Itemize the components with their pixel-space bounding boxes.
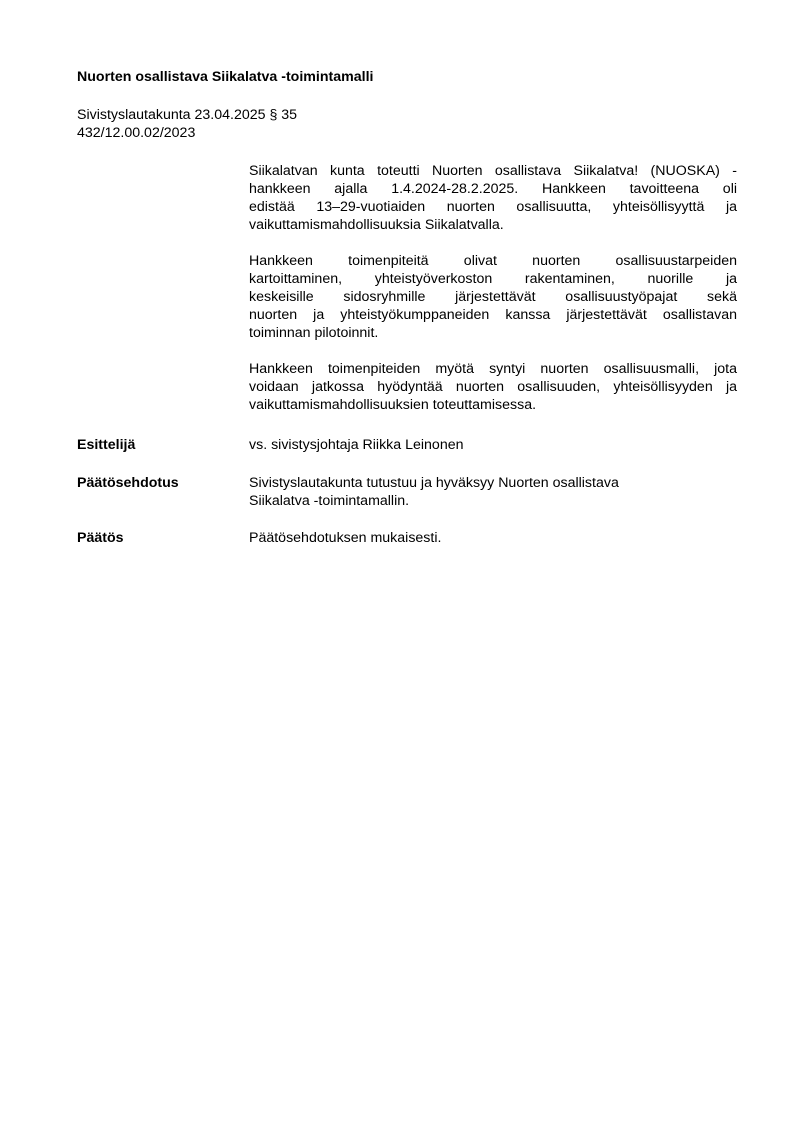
text-line: keskeisille sidosryhmille järjestettävät osallisuustyöpajat sekä <box>249 289 737 305</box>
paragraph-project-summary <box>249 162 737 234</box>
text-line: vaikuttamismahdollisuuksien toteuttamisessa. <box>249 397 537 413</box>
meeting-info <box>77 106 297 142</box>
proposal-value <box>249 474 669 510</box>
text-line: vaikuttamismahdollisuuksia Siikalatvalla. <box>249 217 504 233</box>
text-line: voidaan jatkossa hyödyntää nuorten osallisuuden, yhteisöllisyyden ja <box>249 379 737 395</box>
text-line: Siikalatvan kunta toteutti Nuorten osallistava Siikalatva! (NUOSKA) - <box>249 163 737 179</box>
presenter-label: Esittelijä <box>77 437 136 453</box>
decision-text: Päätösehdotuksen mukaisesti. <box>249 530 442 546</box>
text-line: toiminnan pilotoinnit. <box>249 325 379 341</box>
paragraph-project-outcome <box>249 360 737 414</box>
presenter-name: vs. sivistysjohtaja Riikka Leinonen <box>249 437 464 453</box>
proposal-label: Päätösehdotus <box>77 475 179 491</box>
proposal-text-line: Siikalatva -toimintamallin. <box>249 493 410 509</box>
decision-value <box>249 529 669 547</box>
record-number: 432/12.00.02/2023 <box>77 125 196 141</box>
proposal-text-line: Sivistyslautakunta tutustuu ja hyväksyy Nuorten osallistava <box>249 475 619 491</box>
text-line: Hankkeen toimenpiteitä olivat nuorten osallisuustarpeiden <box>249 253 737 269</box>
decision-label: Päätös <box>77 530 124 546</box>
document-title: Nuorten osallistava Siikalatva -toimintamalli <box>77 69 374 85</box>
text-line: hankkeen ajalla 1.4.2024-28.2.2025. Hankkeen tavoitteena oli <box>249 181 737 197</box>
description-body <box>249 162 737 432</box>
paragraph-project-actions <box>249 252 737 342</box>
text-line: nuorten ja yhteistyökumppaneiden kanssa järjestettävät osallistavan <box>249 307 737 323</box>
text-line: Hankkeen toimenpiteiden myötä syntyi nuorten osallisuusmalli, jota <box>249 361 737 377</box>
text-line: kartoittaminen, yhteistyöverkoston rakentaminen, nuorille ja <box>249 271 737 287</box>
presenter-value <box>249 436 669 454</box>
meeting-reference: Sivistyslautakunta 23.04.2025 § 35 <box>77 107 298 123</box>
text-line: edistää 13–29-vuotiaiden nuorten osallisuutta, yhteisöllisyyttä ja <box>249 199 737 215</box>
